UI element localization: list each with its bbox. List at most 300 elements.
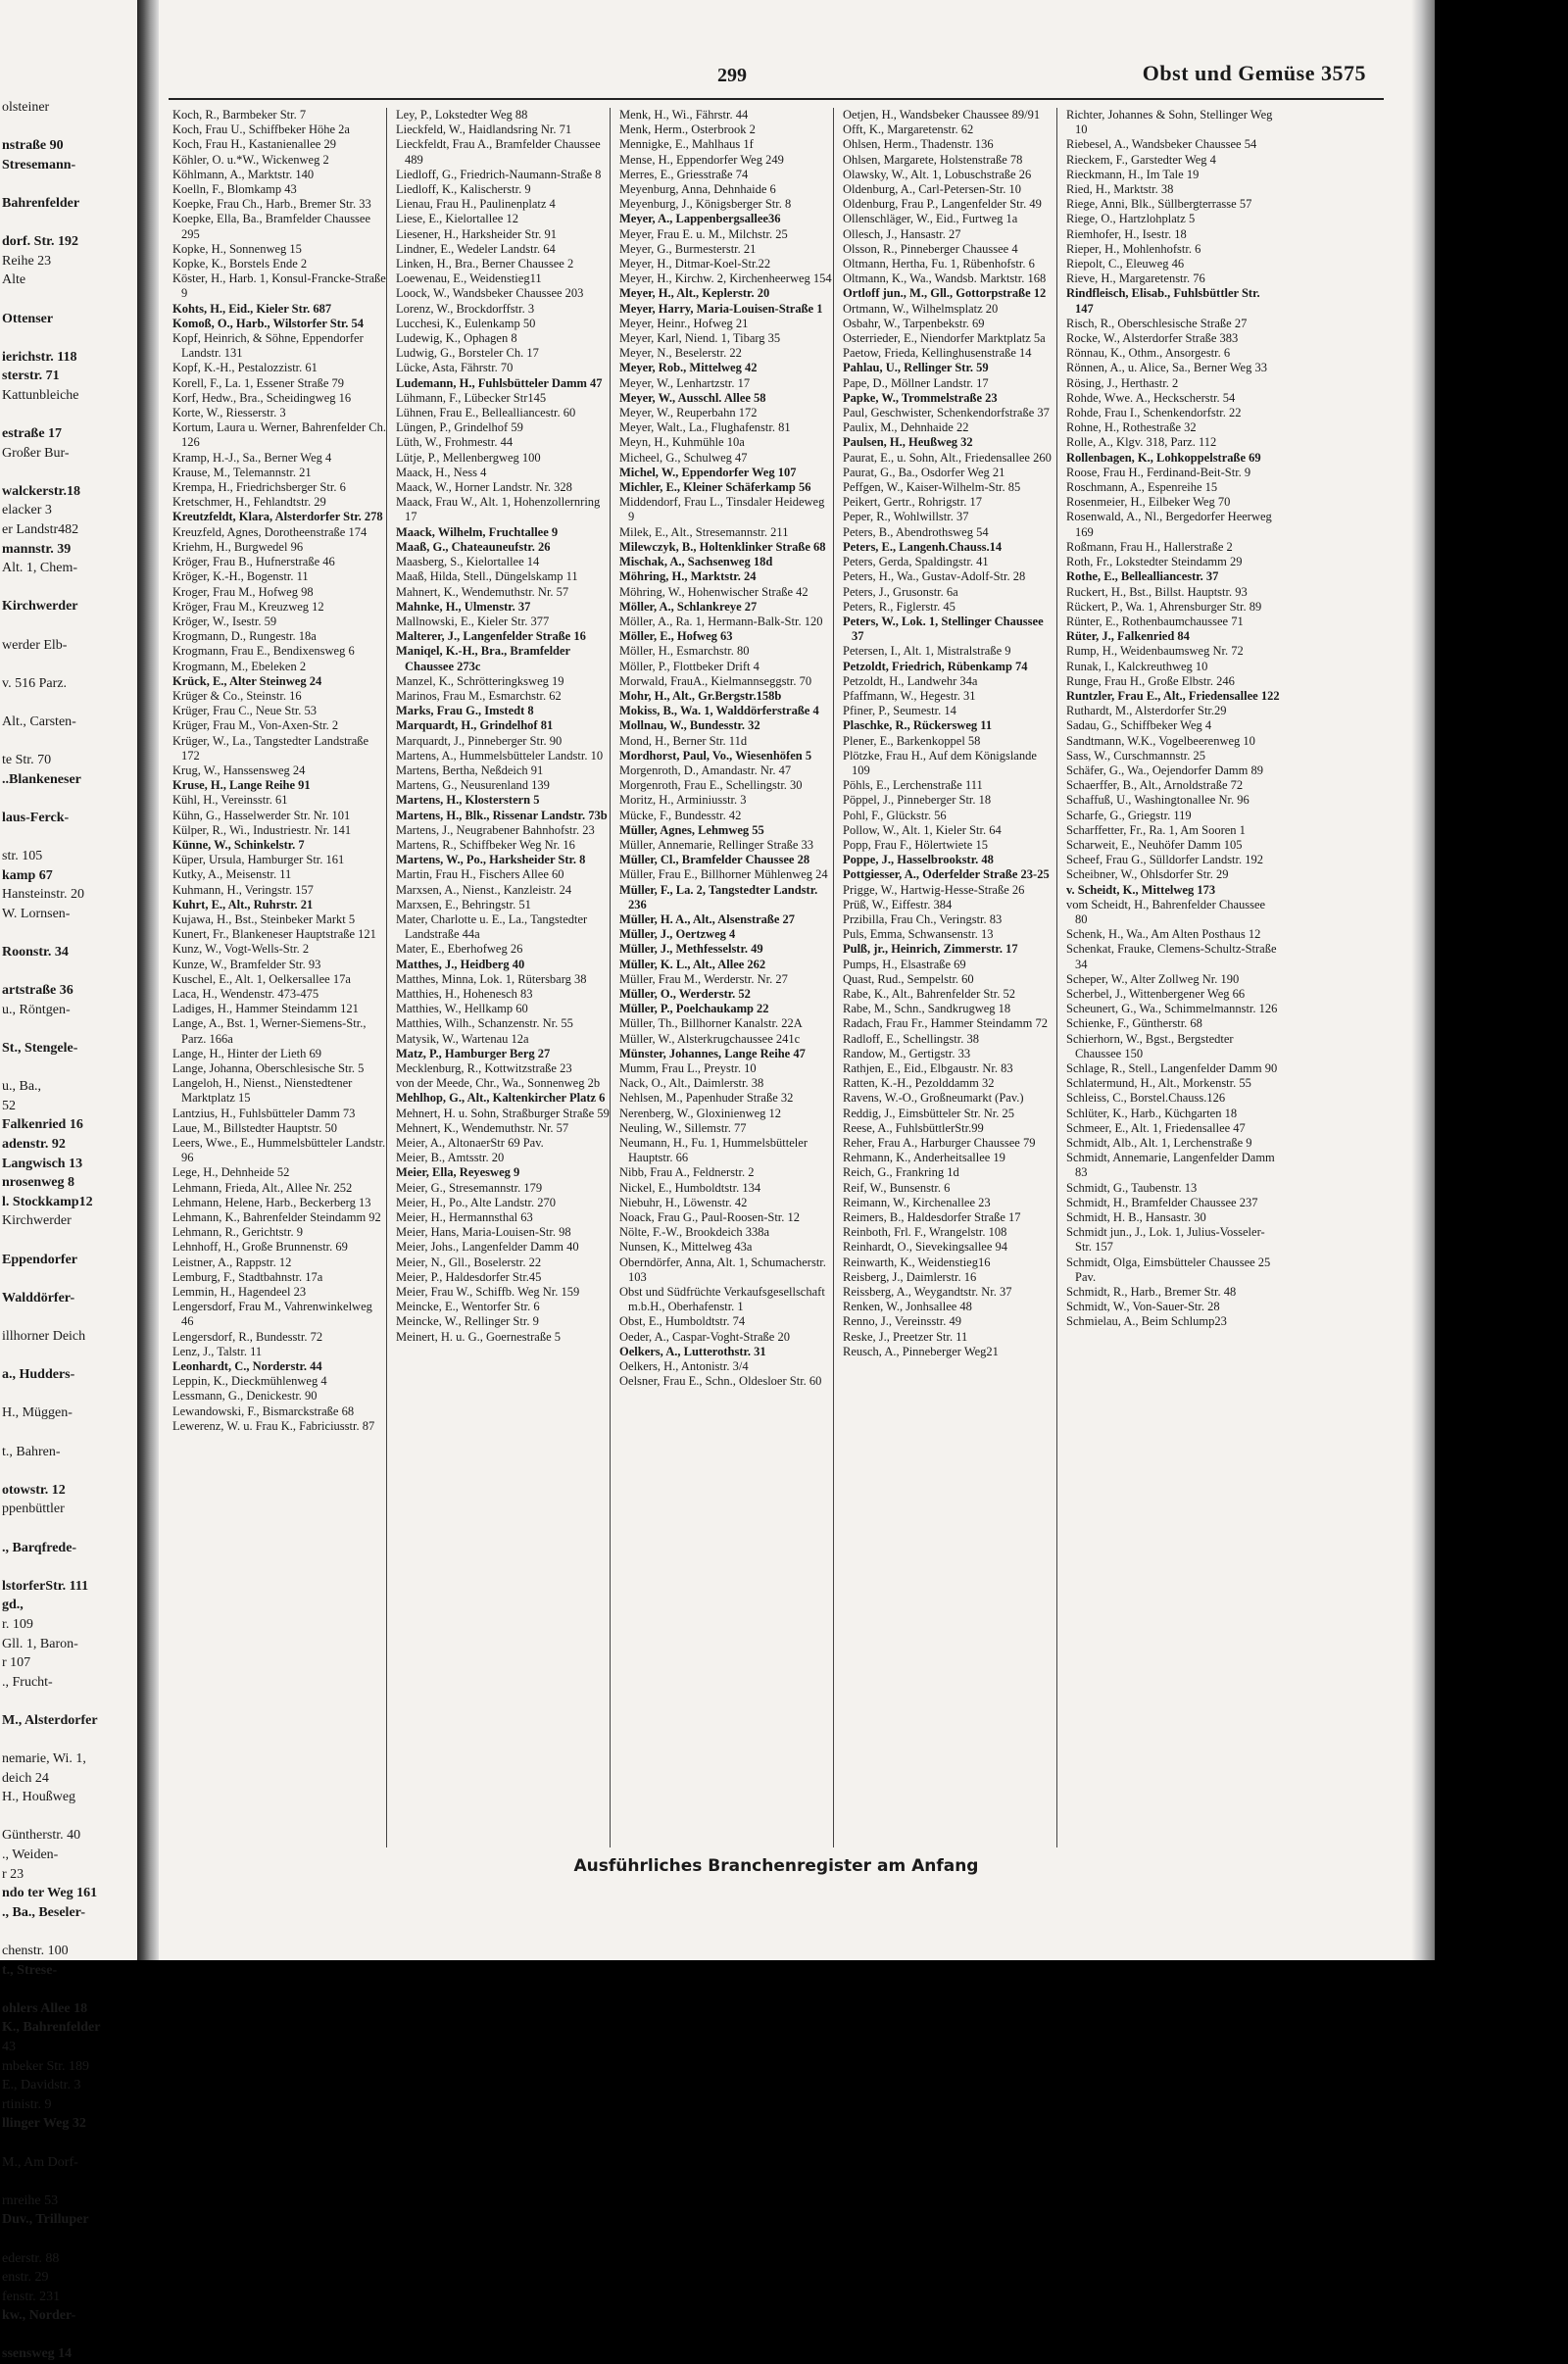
- directory-entry: Meyer, Harry, Maria-Louisen-Straße 1: [619, 301, 823, 316]
- directory-entry: Krogmann, Frau E., Bendixensweg 6: [172, 644, 355, 659]
- fragment-line: [0, 1922, 135, 1942]
- directory-entry: Meier, Johs., Langenfelder Damm 40: [396, 1240, 579, 1255]
- header-rule: [169, 98, 1384, 100]
- directory-entry: Koch, R., Barmbeker Str. 7: [172, 108, 307, 122]
- directory-entry: Peper, R., Wohlwillstr. 37: [843, 510, 969, 524]
- fragment-line: K., Bahrenfelder: [2, 2020, 101, 2036]
- directory-entry: Popp, Frau F., Hölertwiete 15: [843, 837, 988, 852]
- category-heading: Obst und Gemüse 3575: [1142, 61, 1366, 85]
- directory-entry: Müller, Frau E., Billhorner Mühlenweg 24: [619, 867, 828, 882]
- directory-entry: Meier, B., Amtsstr. 20: [396, 1151, 505, 1165]
- fragment-line: [0, 1980, 135, 1999]
- directory-entry: Kroger, Frau M., Hofweg 98: [172, 584, 314, 599]
- directory-entry: Runtzler, Frau E., Alt., Friedensallee 122: [1066, 688, 1280, 703]
- directory-entry: Lehmann, Frieda, Alt., Allee Nr. 252: [172, 1180, 353, 1195]
- directory-entry: Matthes, J., Heidberg 40: [396, 957, 525, 971]
- directory-entry: Mater, Charlotte u. E., La., Tangstedter Landstraße 44a: [396, 911, 588, 942]
- directory-entry: Kunze, W., Bramfelder Str. 93: [172, 957, 321, 971]
- fragment-line: elacker 3: [2, 503, 52, 518]
- directory-entry: Müller, W., Alsterkrugchaussee 241c: [619, 1031, 801, 1046]
- directory-entry: Meier, H., Hermannsthal 63: [396, 1210, 533, 1225]
- fragment-line: [0, 655, 135, 674]
- directory-entry: Paetow, Frieda, Kellinghusenstraße 14: [843, 346, 1032, 361]
- page-header: [169, 59, 1366, 98]
- directory-entry: Liese, E., Kielortallee 12: [396, 212, 518, 226]
- directory-entry: Kuhmann, H., Veringstr. 157: [172, 882, 314, 897]
- directory-entry: Lindner, E., Wedeler Landstr. 64: [396, 241, 556, 256]
- directory-entry: Sandtmann, W.K., Vogelbeerenweg 10: [1066, 733, 1255, 748]
- directory-entry: Reissberg, A., Weygandtstr. Nr. 37: [843, 1285, 1012, 1300]
- directory-entry: Renken, W., Jonhsallee 48: [843, 1300, 972, 1314]
- directory-entry: Maack, W., Horner Landstr. Nr. 328: [396, 480, 572, 495]
- directory-entry: Reinboth, Frl. F., Wrangelstr. 108: [843, 1225, 1007, 1240]
- directory-entry: Riebesel, A., Wandsbeker Chaussee 54: [1066, 137, 1257, 152]
- directory-entry: Laue, M., Billstedter Hauptstr. 50: [172, 1120, 338, 1135]
- fragment-line: St., Stengele-: [2, 1041, 78, 1057]
- directory-entry: Nack, O., Alt., Daimlerstr. 38: [619, 1076, 764, 1091]
- fragment-line: [0, 828, 135, 848]
- fragment-line: Reihe 23: [2, 253, 52, 269]
- directory-entry: Krogmann, M., Ebeleken 2: [172, 659, 307, 673]
- directory-entry: Schaffuß, U., Washingtonallee Nr. 96: [1066, 793, 1250, 808]
- fragment-line: [0, 616, 135, 636]
- directory-entry: Meyn, H., Kuhmühle 10a: [619, 435, 745, 450]
- directory-entry: Laca, H., Wendenstr. 473-475: [172, 986, 319, 1001]
- fragment-line: [0, 1557, 135, 1577]
- directory-entry: Loewenau, E., Weidenstieg11: [396, 271, 542, 286]
- fragment-line: Güntherstr. 40: [2, 1828, 81, 1844]
- directory-entry: Köhlmann, A., Marktstr. 140: [172, 167, 315, 181]
- directory-entry: Pahlau, U., Rellinger Str. 59: [843, 361, 989, 375]
- fragment-line: kamp 67: [2, 867, 53, 883]
- directory-entry: Schlage, R., Stell., Langenfelder Damm 90: [1066, 1061, 1278, 1075]
- fragment-line: ssensweg 14: [2, 2346, 73, 2362]
- directory-entry: Meyer, A., Lappenbergsallee36: [619, 212, 781, 226]
- directory-entry: Kohts, H., Eid., Kieler Str. 687: [172, 301, 332, 316]
- directory-entry: Malterer, J., Langenfelder Straße 16: [396, 629, 586, 644]
- directory-entry: Köster, H., Harb. 1, Konsul-Francke-Straße 9: [172, 271, 386, 301]
- directory-entry: Küper, Ursula, Hamburger Str. 161: [172, 853, 345, 867]
- directory-entry: Möhring, W., Hohenwischer Straße 42: [619, 584, 808, 599]
- directory-entry: Reese, A., FuhlsbüttlerStr.99: [843, 1120, 984, 1135]
- directory-entry: Möller, E., Hofweg 63: [619, 629, 733, 644]
- directory-entry: Peters, H., Wa., Gustav-Adolf-Str. 28: [843, 569, 1026, 584]
- fragment-line: ederstr. 88: [2, 2250, 60, 2266]
- directory-entry: Lehmann, R., Gerichtstr. 9: [172, 1225, 303, 1240]
- directory-entry: Riege, Anni, Blk., Süllbergterrasse 57: [1066, 197, 1252, 212]
- directory-entry: Roth, Fr., Lokstedter Steindamm 29: [1066, 555, 1243, 569]
- fragment-line: [0, 1269, 135, 1289]
- directory-entry: Scharweit, E., Neuhöfer Damm 105: [1066, 837, 1243, 852]
- directory-entry: Lehnhoff, H., Große Brunnenstr. 69: [172, 1240, 348, 1255]
- directory-entry: Nehlsen, M., Papenhuder Straße 32: [619, 1091, 794, 1106]
- directory-entry: Rosenwald, A., Nl., Bergedorfer Heerweg 169: [1066, 510, 1272, 539]
- directory-entry: Meier, Ella, Reyesweg 9: [396, 1165, 520, 1180]
- directory-entry: Nölte, F.-W., Brookdeich 338a: [619, 1225, 770, 1240]
- fragment-line: [0, 328, 135, 348]
- directory-entry: Moritz, H., Arminiusstr. 3: [619, 793, 747, 808]
- fragment-line: [0, 1730, 135, 1749]
- directory-entry: v. Scheidt, K., Mittelweg 173: [1066, 882, 1216, 897]
- fragment-line: nstraße 90: [2, 138, 64, 154]
- directory-entry: Peters, W., Lok. 1, Stellinger Chaussee 37: [843, 614, 1044, 644]
- fragment-line: [0, 1307, 135, 1327]
- directory-entry: Müller, F., La. 2, Tangstedter Landstr. 236: [619, 882, 818, 911]
- directory-entry: Schaerffer, B., Alt., Arnoldstraße 72: [1066, 778, 1244, 793]
- directory-entry: Radloff, E., Schellingstr. 38: [843, 1031, 979, 1046]
- directory-entry: Ortloff jun., M., Gll., Gottorpstraße 12: [843, 286, 1047, 301]
- directory-entry: Kröger, K.-H., Bogenstr. 11: [172, 569, 309, 584]
- directory-entry: Lege, H., Dehnheide 52: [172, 1165, 290, 1180]
- fragment-line: deich 24: [2, 1770, 49, 1786]
- directory-entry: Martin, Frau H., Fischers Allee 60: [396, 867, 564, 882]
- directory-entry: Peters, J., Grusonstr. 6a: [843, 584, 958, 599]
- directory-entry: Ley, P., Lokstedter Weg 88: [396, 108, 528, 122]
- directory-entry: Ludwig, G., Borsteler Ch. 17: [396, 346, 539, 361]
- directory-entry: Kopke, H., Sonnenweg 15: [172, 241, 302, 256]
- directory-entry: Rindfleisch, Elisab., Fuhlsbüttler Str. 147: [1066, 286, 1260, 316]
- directory-entry: Marxsen, A., Nienst., Kanzleistr. 24: [396, 882, 572, 897]
- directory-entry: Reimers, B., Haldesdorfer Straße 17: [843, 1210, 1021, 1225]
- directory-entry: Lehmann, Helene, Harb., Beckerberg 13: [172, 1195, 371, 1209]
- fragment-line: kw., Norder-: [2, 2308, 76, 2324]
- directory-entry: Kuhrt, E., Alt., Ruhrstr. 21: [172, 897, 314, 911]
- directory-entry: Kruse, H., Lange Reihe 91: [172, 778, 311, 793]
- directory-entry: Schmidt, W., Von-Sauer-Str. 28: [1066, 1300, 1220, 1314]
- directory-entry: Kopf, K.-H., Pestalozzistr. 61: [172, 361, 318, 375]
- directory-entry: Meyer, G., Burmesterstr. 21: [619, 241, 757, 256]
- fragment-line: E., Davidstr. 3: [2, 2078, 81, 2093]
- directory-entry: Möller, P., Flottbeker Drift 4: [619, 659, 760, 673]
- fragment-line: Alte: [2, 272, 26, 288]
- directory-entry: Milewczyk, B., Holtenklinker Straße 68: [619, 539, 826, 554]
- directory-entry: Matthies, W., Hellkamp 60: [396, 1002, 528, 1016]
- fragment-line: lstorferStr. 111: [2, 1578, 89, 1594]
- directory-entry: Paul, Geschwister, Schenkendorfstraße 37: [843, 406, 1050, 420]
- directory-entry: Krück, E., Alter Steinweg 24: [172, 673, 322, 688]
- fragment-line: Stresemann-: [2, 157, 76, 172]
- directory-entry: Papke, W., Trommelstraße 23: [843, 390, 998, 405]
- directory-entry: Olsson, R., Pinneberger Chaussee 4: [843, 241, 1018, 256]
- directory-entry: Martens, H., Blk., Rissenar Landstr. 73b: [396, 808, 608, 822]
- directory-entry: Rieper, H., Mohlenhofstr. 6: [1066, 241, 1201, 256]
- fragment-line: walckerstr.18: [2, 483, 80, 499]
- directory-entry: Richter, Johannes & Sohn, Stellinger Weg 10: [1066, 108, 1273, 137]
- directory-entry: Leistner, A., Rappstr. 12: [172, 1255, 292, 1269]
- directory-entry: Ratten, K.-H., Pezolddamm 32: [843, 1076, 995, 1091]
- directory-entry: Reimann, W., Kirchenallee 23: [843, 1195, 991, 1209]
- column-4: [839, 108, 1057, 1847]
- page-edge: [1411, 0, 1435, 1960]
- fragment-line: Alt., Carsten-: [2, 714, 76, 729]
- directory-entry: Mumm, Frau L., Preystr. 10: [619, 1061, 757, 1075]
- directory-entry: Loock, W., Wandsbeker Chaussee 203: [396, 286, 584, 301]
- directory-entry: Kunert, Fr., Blankeneser Hauptstraße 121: [172, 927, 376, 942]
- fragment-line: illhorner Deich: [2, 1329, 86, 1344]
- directory-entry: Przibilla, Frau Ch., Veringstr. 83: [843, 911, 1003, 926]
- fragment-line: laus-Ferck-: [2, 810, 70, 825]
- directory-entry: Künne, W., Schinkelstr. 7: [172, 837, 305, 852]
- directory-entry: Kröger, W., Isestr. 59: [172, 614, 277, 628]
- directory-entry: Meier, Hans, Maria-Louisen-Str. 98: [396, 1225, 571, 1240]
- fragment-line: M., Alsterdorfer: [2, 1712, 98, 1728]
- fragment-line: fenstr. 231: [2, 2289, 61, 2304]
- directory-entry: Mehnert, H. u. Sohn, Straßburger Straße 59: [396, 1106, 610, 1120]
- directory-entry: Runge, Frau H., Große Elbstr. 246: [1066, 673, 1235, 688]
- directory-entry: Marquardt, J., Pinneberger Str. 90: [396, 733, 563, 748]
- fragment-line: [0, 732, 135, 752]
- directory-entry: Riepolt, C., Eleuweg 46: [1066, 257, 1185, 271]
- directory-entry: Lieckfeld, W., Haidlandsring Nr. 71: [396, 123, 572, 137]
- directory-entry: Reddig, J., Eimsbütteler Str. Nr. 25: [843, 1106, 1014, 1120]
- directory-entry: Meyer, H., Kirchw. 2, Kirchenheerweg 154: [619, 271, 832, 286]
- directory-entry: Kröger, Frau B., Hufnerstraße 46: [172, 555, 335, 569]
- fragment-line: olsteiner: [2, 100, 50, 115]
- fragment-line: rtinistr. 9: [2, 2096, 52, 2112]
- directory-entry: Rump, H., Weidenbaumsweg Nr. 72: [1066, 644, 1244, 659]
- fragment-line: [0, 118, 135, 137]
- fragment-line: ., Barqfrede-: [2, 1540, 77, 1555]
- directory-entry: Kreutzfeldt, Klara, Alsterdorfer Str. 278: [172, 510, 383, 524]
- directory-entry: Lemburg, F., Stadtbahnstr. 17a: [172, 1269, 323, 1284]
- column-3: [615, 108, 834, 1847]
- page-number: 299: [717, 65, 747, 86]
- directory-entry: Müller, Annemarie, Rellinger Straße 33: [619, 837, 814, 852]
- fragment-line: a., Hudders-: [2, 1367, 75, 1383]
- directory-entry: Mordhorst, Paul, Vo., Wiesenhöfen 5: [619, 748, 812, 763]
- directory-entry: Rünter, E., Rothenbaumchaussee 71: [1066, 614, 1244, 628]
- column-5: [1062, 108, 1280, 1847]
- directory-entry: Poppe, J., Hasselbrookstr. 48: [843, 853, 994, 867]
- directory-entry: Langeloh, H., Nienst., Nienstedtener Marktplatz 15: [172, 1076, 353, 1106]
- directory-entry: Martens, Bertha, Neßdeich 91: [396, 763, 544, 777]
- directory-entry: Middendorf, Frau L., Tinsdaler Heideweg 9: [619, 495, 825, 524]
- directory-entry: Meier, Frau W., Schiffb. Weg Nr. 159: [396, 1285, 580, 1300]
- directory-entry: Ortmann, W., Wilhelmsplatz 20: [843, 301, 999, 316]
- directory-entry: Mennigke, E., Mahlhaus 1f: [619, 137, 754, 152]
- fragment-line: ierichstr. 118: [2, 349, 77, 365]
- directory-entry: Marks, Frau G., Imstedt 8: [396, 704, 534, 718]
- directory-entry: Schmielau, A., Beim Schlump23: [1066, 1314, 1227, 1329]
- directory-entry: Schmidt, H., Bramfelder Chaussee 237: [1066, 1195, 1258, 1209]
- directory-entry: Matz, P., Hamburger Berg 27: [396, 1046, 551, 1060]
- directory-entry: Mohr, H., Alt., Gr.Bergstr.158b: [619, 688, 782, 703]
- fragment-line: [0, 1461, 135, 1481]
- directory-entry: Roose, Frau H., Ferdinand-Beit-Str. 9: [1066, 465, 1251, 479]
- directory-entry: Koepke, Frau Ch., Harb., Bremer Str. 33: [172, 197, 371, 212]
- directory-entry: Prüß, W., Eiffestr. 384: [843, 897, 953, 911]
- directory-entry: Schenk, H., Wa., Am Alten Posthaus 12: [1066, 927, 1261, 942]
- directory-entry: Mahnert, K., Wendemuthstr. Nr. 57: [396, 584, 569, 599]
- directory-entry: Rabe, M., Schn., Sandkrugweg 18: [843, 1002, 1011, 1016]
- directory-entry: Ludewig, K., Ophagen 8: [396, 331, 517, 346]
- directory-entry: Matthies, Wilh., Schanzenstr. Nr. 55: [396, 1016, 573, 1031]
- directory-entry: Reske, J., Preetzer Str. 11: [843, 1329, 968, 1344]
- fragment-line: [0, 1692, 135, 1711]
- directory-entry: Rieckem, F., Garstedter Weg 4: [1066, 152, 1216, 167]
- fragment-line: [0, 1347, 135, 1366]
- directory-columns: [169, 108, 1384, 1847]
- fragment-line: ., Ba., Beseler-: [2, 1904, 86, 1920]
- directory-entry: Lenz, J., Talstr. 11: [172, 1344, 263, 1358]
- directory-entry: Müller, Agnes, Lehmweg 55: [619, 822, 764, 837]
- directory-entry: Neumann, H., Fu. 1, Hummelsbütteler Hauptstr. 66: [619, 1136, 808, 1165]
- directory-entry: Kopke, K., Borstels Ende 2: [172, 257, 308, 271]
- directory-entry: Pumps, H., Elsastraße 69: [843, 957, 966, 971]
- directory-entry: Oelkers, A., Lutterothstr. 31: [619, 1344, 766, 1358]
- directory-entry: Müller, Frau M., Werderstr. Nr. 27: [619, 971, 788, 986]
- directory-entry: Radach, Frau Fr., Hammer Steindamm 72: [843, 1016, 1048, 1031]
- directory-entry: Schäfer, G., Wa., Oejendorfer Damm 89: [1066, 763, 1263, 777]
- directory-entry: Kühn, G., Hasselwerder Str. Nr. 101: [172, 808, 351, 822]
- directory-entry: Meyer, Rob., Mittelweg 42: [619, 361, 758, 375]
- directory-entry: Lühnen, Frau E., Bellealliancestr. 60: [396, 406, 576, 420]
- directory-entry: Möller, A., Schlankreye 27: [619, 599, 758, 614]
- directory-entry: Maack, H., Ness 4: [396, 465, 487, 479]
- fragment-line: [0, 1423, 135, 1443]
- fragment-line: u., Röntgen-: [2, 1002, 71, 1017]
- fragment-line: 52: [2, 1098, 16, 1113]
- fragment-line: Roonstr. 34: [2, 945, 69, 960]
- directory-entry: Krüger, W., La., Tangstedter Landstraße 172: [172, 733, 369, 763]
- fragment-line: mannstr. 39: [2, 541, 72, 557]
- directory-entry: Nerenberg, W., Gloxinienweg 12: [619, 1106, 782, 1120]
- directory-entry: Rieckmann, H., Im Tale 19: [1066, 167, 1200, 181]
- directory-entry: Osterrieder, E., Niendorfer Marktplatz 5a: [843, 331, 1046, 346]
- directory-entry: Pollow, W., Alt. 1, Kieler Str. 64: [843, 822, 1002, 837]
- directory-entry: Scheper, W., Alter Zollweg Nr. 190: [1066, 971, 1240, 986]
- directory-entry: Peikert, Gertr., Rohrigstr. 17: [843, 495, 982, 510]
- directory-entry: Maaß, Hilda, Stell., Düngelskamp 11: [396, 569, 578, 584]
- directory-entry: Liesener, H., Harksheider Str. 91: [396, 226, 558, 241]
- directory-entry: Schmidt, G., Taubenstr. 13: [1066, 1180, 1198, 1195]
- directory-entry: Scheibner, W., Ohlsdorfer Str. 29: [1066, 867, 1229, 882]
- directory-entry: Matthies, H., Hohenesch 83: [396, 986, 533, 1001]
- fragment-line: Falkenried 16: [2, 1117, 83, 1133]
- directory-entry: Plötzke, Frau H., Auf dem Königslande 109: [843, 748, 1037, 777]
- directory-entry: Krogmann, D., Rungestr. 18a: [172, 629, 317, 644]
- directory-entry: Ohlsen, Herm., Thadenstr. 136: [843, 137, 994, 152]
- directory-entry: Lüth, W., Frohmestr. 44: [396, 435, 514, 450]
- directory-entry: Krempa, H., Friedrichsberger Str. 6: [172, 480, 346, 495]
- column-1: [169, 108, 387, 1847]
- directory-entry: Micheel, G., Schulweg 47: [619, 450, 748, 465]
- directory-entry: Schierhorn, W., Bgst., Bergstedter Chaussee 150: [1066, 1031, 1234, 1060]
- directory-entry: Rothe, E., Bellealliancestr. 37: [1066, 569, 1219, 584]
- directory-entry: Rocke, W., Alsterdorfer Straße 383: [1066, 331, 1239, 346]
- directory-entry: Kröger, Frau M., Kreuzweg 12: [172, 599, 324, 614]
- fragment-line: [0, 924, 135, 944]
- fragment-line: r. 109: [2, 1616, 33, 1632]
- directory-entry: Schienke, F., Güntherstr. 68: [1066, 1016, 1202, 1031]
- directory-entry: Müller, J., Methfesselstr. 49: [619, 942, 763, 957]
- directory-entry: Obst, E., Humboldtstr. 74: [619, 1314, 746, 1329]
- directory-entry: Lühmann, F., Lübecker Str145: [396, 390, 547, 405]
- directory-entry: Meier, P., Haldesdorfer Str.45: [396, 1269, 542, 1284]
- fragment-line: ., Frucht-: [2, 1674, 53, 1690]
- directory-entry: Müller, Th., Billhorner Kanalstr. 22A: [619, 1016, 803, 1031]
- fragment-line: enstr. 29: [2, 2270, 49, 2286]
- book-gutter: [137, 0, 159, 1960]
- directory-entry: Rückert, P., Wa. 1, Ahrensburger Str. 89: [1066, 599, 1262, 614]
- directory-entry: Paulix, M., Dehnhaide 22: [843, 420, 969, 435]
- directory-entry: Leonhardt, C., Norderstr. 44: [172, 1359, 322, 1374]
- directory-entry: Reinwarth, K., Weidenstieg16: [843, 1255, 991, 1269]
- directory-entry: Scherbel, J., Wittenbergener Weg 66: [1066, 986, 1246, 1001]
- directory-entry: Mollnau, W., Bundesstr. 32: [619, 718, 760, 733]
- directory-entry: Oberndörfer, Anna, Alt. 1, Schumacherstr. 103: [619, 1255, 826, 1284]
- directory-entry: Marquardt, H., Grindelhof 81: [396, 718, 554, 733]
- directory-entry: Kortum, Laura u. Werner, Bahrenfelder Ch. 126: [172, 420, 386, 450]
- directory-entry: Oelsner, Frau E., Schn., Oldesloer Str. 60: [619, 1374, 822, 1389]
- directory-entry: Meyer, W., Lenhartzstr. 17: [619, 375, 751, 390]
- fragment-line: [0, 1231, 135, 1251]
- directory-entry: Martens, W., Po., Harksheider Str. 8: [396, 853, 586, 867]
- directory-entry: Meyer, H., Ditmar-Koel-Str.22: [619, 257, 771, 271]
- directory-entry: Michler, E., Kleiner Schäferkamp 56: [619, 480, 811, 495]
- directory-entry: Ried, H., Marktstr. 38: [1066, 182, 1174, 197]
- fragment-line: Ottenser: [2, 311, 54, 326]
- directory-entry: Krüger, Frau C., Neue Str. 53: [172, 704, 318, 718]
- directory-entry: Lange, Johanna, Oberschlesische Str. 5: [172, 1061, 365, 1075]
- directory-entry: Rollenbagen, K., Lohkoppelstraße 69: [1066, 450, 1261, 465]
- directory-entry: Pfaffmann, W., Hegestr. 31: [843, 688, 976, 703]
- directory-entry: Lieckfeldt, Frau A., Bramfelder Chaussee 489: [396, 137, 601, 167]
- directory-entry: Meyenburg, Anna, Dehnhaide 6: [619, 182, 776, 197]
- directory-entry: Meyenburg, J., Königsberger Str. 8: [619, 197, 792, 212]
- directory-entry: Meyer, N., Beselerstr. 22: [619, 346, 742, 361]
- fragment-line: Langwisch 13: [2, 1156, 83, 1171]
- fragment-line: t., Bahren-: [2, 1444, 61, 1459]
- directory-entry: Lewandowski, F., Bismarckstraße 68: [172, 1404, 355, 1418]
- directory-entry: Ollesch, J., Hansastr. 27: [843, 226, 961, 241]
- directory-entry: Morgenroth, D., Amandastr. Nr. 47: [619, 763, 792, 777]
- directory-entry: Lengersdorf, R., Bundesstr. 72: [172, 1329, 323, 1344]
- directory-entry: Schlatermund, H., Alt., Morkenstr. 55: [1066, 1076, 1251, 1091]
- fragment-line: ..Blankeneser: [2, 771, 81, 787]
- directory-entry: Müller, P., Poelchaukamp 22: [619, 1002, 769, 1016]
- fragment-line: mbeker Str. 189: [2, 2058, 90, 2074]
- directory-entry: Müller, J., Oertzweg 4: [619, 927, 736, 942]
- directory-entry: Möller, A., Ra. 1, Hermann-Balk-Str. 120: [619, 614, 823, 628]
- directory-entry: Neuling, W., Sillemstr. 77: [619, 1120, 747, 1135]
- fragment-line: [0, 1020, 135, 1040]
- fragment-line: llinger Weg 32: [2, 2116, 86, 2132]
- directory-entry: Riege, O., Hartzlohplatz 5: [1066, 212, 1196, 226]
- directory-entry: Kriehm, H., Burgwedel 96: [172, 539, 304, 554]
- directory-entry: Plaschke, R., Rückersweg 11: [843, 718, 993, 733]
- fragment-line: H., Houßweg: [2, 1790, 76, 1805]
- directory-entry: Manzel, K., Schrötteringksweg 19: [396, 673, 564, 688]
- directory-entry: Kühl, H., Vereinsstr. 61: [172, 793, 288, 808]
- directory-entry: Reif, W., Bunsenstr. 6: [843, 1180, 951, 1195]
- directory-entry: Meinert, H. u. G., Goernestraße 5: [396, 1329, 562, 1344]
- fragment-line: ndo ter Weg 161: [2, 1886, 98, 1901]
- directory-entry: Meier, A., AltonaerStr 69 Pav.: [396, 1136, 544, 1151]
- directory-entry: Michel, W., Eppendorfer Weg 107: [619, 465, 797, 479]
- directory-entry: Marinos, Frau M., Esmarchstr. 62: [396, 688, 562, 703]
- directory-entry: Meyer, W., Reuperbahn 172: [619, 406, 758, 420]
- directory-entry: Peters, E., Langenh.Chauss.14: [843, 539, 1003, 554]
- directory-entry: Lengersdorf, Frau M., Vahrenwinkelweg 46: [172, 1300, 372, 1329]
- directory-entry: Maack, Frau W., Alt. 1, Hohenzollernring 17: [396, 495, 601, 524]
- fragment-line: rnreihe 53: [2, 2192, 59, 2208]
- directory-entry: Krüger & Co., Steinstr. 16: [172, 688, 302, 703]
- directory-entry: Rönnau, K., Othm., Ansorgestr. 6: [1066, 346, 1231, 361]
- directory-entry: Oltmann, K., Wa., Wandsb. Marktstr. 168: [843, 271, 1047, 286]
- directory-entry: Pohl, F., Glückstr. 56: [843, 808, 947, 822]
- directory-entry: Ruthardt, M., Alsterdorfer Str.29: [1066, 704, 1227, 718]
